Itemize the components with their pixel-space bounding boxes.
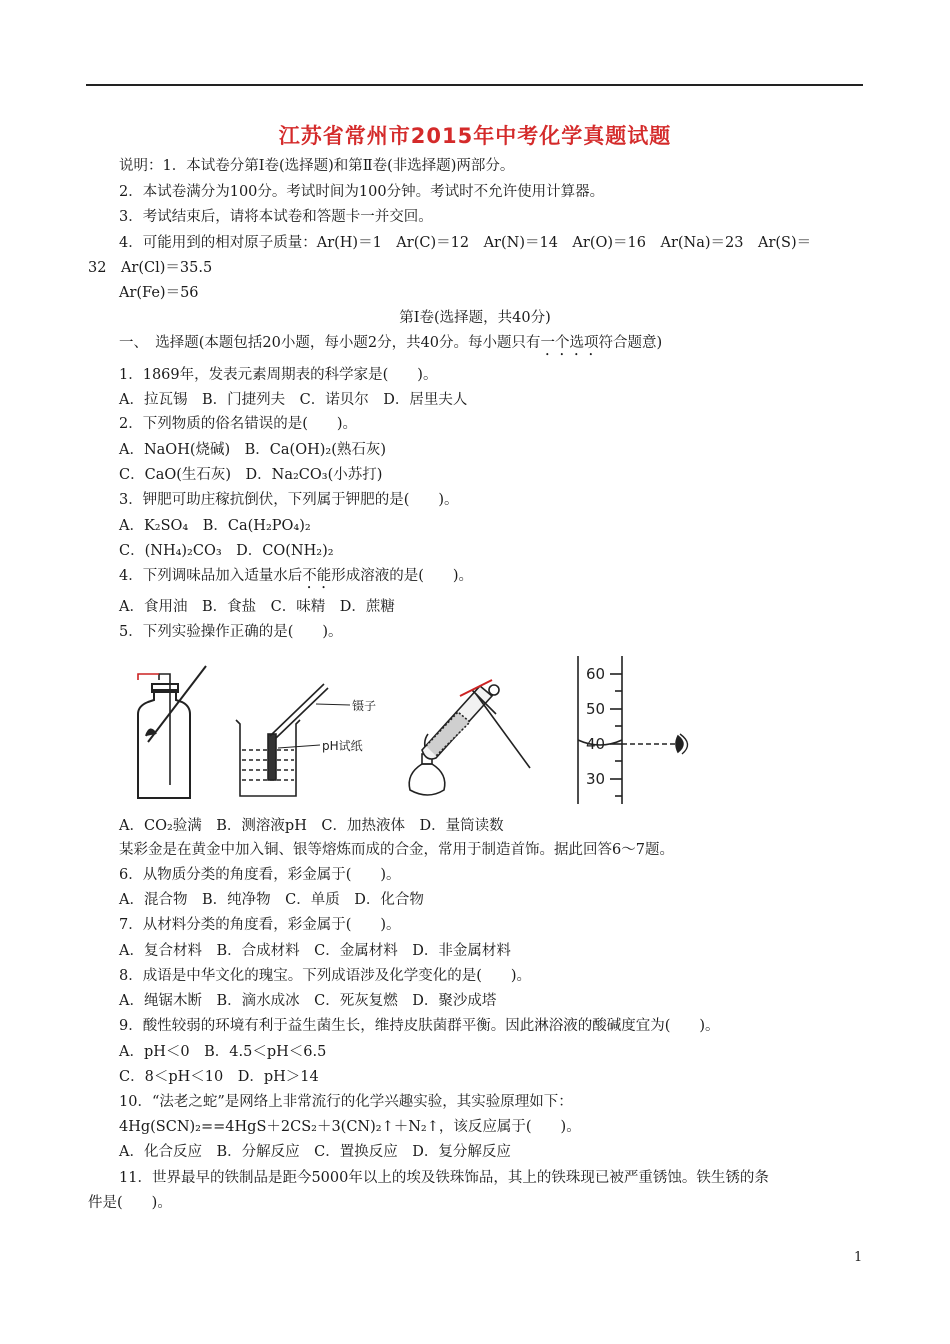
q3-options-1: A．K₂SO₄ B．Ca(H₂PO₄)₂ — [119, 518, 311, 534]
q2-options-2: C．CaO(生石灰) D．Na₂CO₃(小苏打) — [119, 467, 383, 483]
q4-options: A．食用油 B．食盐 C．味精 D．蔗糖 — [119, 599, 395, 615]
heating-tube-drawing — [409, 680, 530, 795]
q9-stem: 9．酸性较弱的环境有利于益生菌生长，维持皮肤菌群平衡。因此淋浴液的酸碱度宜为( )。 — [119, 1018, 720, 1034]
note-4-cont2: Ar(Fe)＝56 — [119, 285, 199, 301]
note-3: 3．考试结束后，请将本试卷和答题卡一并交回。 — [119, 209, 433, 225]
q8-options: A．绳锯木断 B．滴水成冰 C．死灰复燃 D．聚沙成塔 — [119, 993, 497, 1009]
q4-stem: 4．下列调味品加入适量水后不能形成溶液的是( )。 — [119, 568, 474, 584]
q10-equation: 4Hg(SCN)₂==4HgS＋2CS₂＋3(CN)₂↑＋N₂↑，该反应属于( )。 — [119, 1119, 581, 1135]
q9-options-1: A．pH＜0 B．4.5＜pH＜6.5 — [119, 1044, 327, 1060]
note-4-cont: 32 Ar(Cl)＝35.5 — [88, 260, 213, 276]
q1-stem: 1．1869年，发表元素周期表的科学家是( )。 — [119, 367, 438, 383]
q5-apparatus-figure — [110, 650, 710, 810]
label-ph-paper: pH试纸 — [322, 739, 363, 753]
section-intro: 一、 选择题(本题包括20小题，每小题2分，共40分。每小题只有一个选项符合题意) — [119, 335, 663, 351]
q3-options-2: C．(NH₄)₂CO₃ D．CO(NH₂)₂ — [119, 543, 334, 559]
label-tweezers: 镊子 — [352, 699, 377, 713]
q11-stem-cont: 件是( )。 — [88, 1195, 172, 1211]
q2-options-1: A．NaOH(烧碱) B．Ca(OH)₂(熟石灰) — [119, 442, 387, 458]
q8-stem: 8．成语是中华文化的瑰宝。下列成语涉及化学变化的是( )。 — [119, 968, 532, 984]
note-4: 4．可能用到的相对原子质量：Ar(H)＝1 Ar(C)＝12 Ar(N)＝14 Ar(O)＝16 Ar(Na)＝23 Ar(S)＝ — [119, 235, 812, 251]
q7-stem: 7．从材料分类的角度看，彩金属于( )。 — [119, 917, 401, 933]
scale-60: 60 — [586, 665, 606, 683]
scale-40: 40 — [586, 735, 606, 753]
q6-options: A．混合物 B．纯净物 C．单质 D．化合物 — [119, 892, 424, 908]
header-rule — [86, 84, 863, 86]
section-title: 第Ⅰ卷(选择题，共40分) — [399, 310, 551, 326]
page-number: 1 — [854, 1250, 863, 1265]
scale-30: 30 — [586, 770, 606, 788]
emphasis-text: 一个选项 — [540, 335, 599, 351]
q9-options-2: C．8＜pH＜10 D．pH＞14 — [119, 1069, 319, 1085]
q6-stem: 6．从物质分类的角度看，彩金属于( )。 — [119, 867, 401, 883]
q11-stem: 11．世界最早的铁制品是距今5000年以上的埃及铁珠饰品，其上的铁珠现已被严重锈蚀。铁生锈的条 — [119, 1170, 769, 1186]
q10-stem: 10．“法老之蛇”是网络上非常流行的化学兴趣实验，其实验原理如下： — [119, 1094, 573, 1110]
passage-6-7: 某彩金是在黄金中加入铜、银等熔炼而成的合金，常用于制造首饰。据此回答6～7题。 — [119, 842, 674, 858]
q2-stem: 2．下列物质的俗名错误的是( )。 — [119, 416, 358, 432]
emphasis-text: 不能 — [302, 568, 332, 584]
scale-50: 50 — [586, 700, 606, 718]
q5-stem: 5．下列实验操作正确的是( )。 — [119, 624, 343, 640]
q3-stem: 3．钾肥可助庄稼抗倒伏，下列属于钾肥的是( )。 — [119, 492, 459, 508]
q1-options: A．拉瓦锡 B．门捷列夫 C．诺贝尔 D．居里夫人 — [119, 392, 468, 408]
q5-options: A．CO₂验满 B．测溶液pH C．加热液体 D．量筒读数 — [119, 818, 504, 834]
gas-bottle-drawing — [138, 666, 206, 798]
q10-options: A．化合反应 B．分解反应 C．置换反应 D．复分解反应 — [119, 1144, 511, 1160]
q7-options: A．复合材料 B．合成材料 C．金属材料 D．非金属材料 — [119, 943, 511, 959]
page-title: 江苏省常州市2015年中考化学真题试题 — [278, 124, 672, 148]
note-1: 说明：1．本试卷分第Ⅰ卷(选择题)和第Ⅱ卷(非选择题)两部分。 — [119, 158, 515, 174]
note-2: 2．本试卷满分为100分。考试时间为100分钟。考试时不允许使用计算器。 — [119, 184, 605, 200]
